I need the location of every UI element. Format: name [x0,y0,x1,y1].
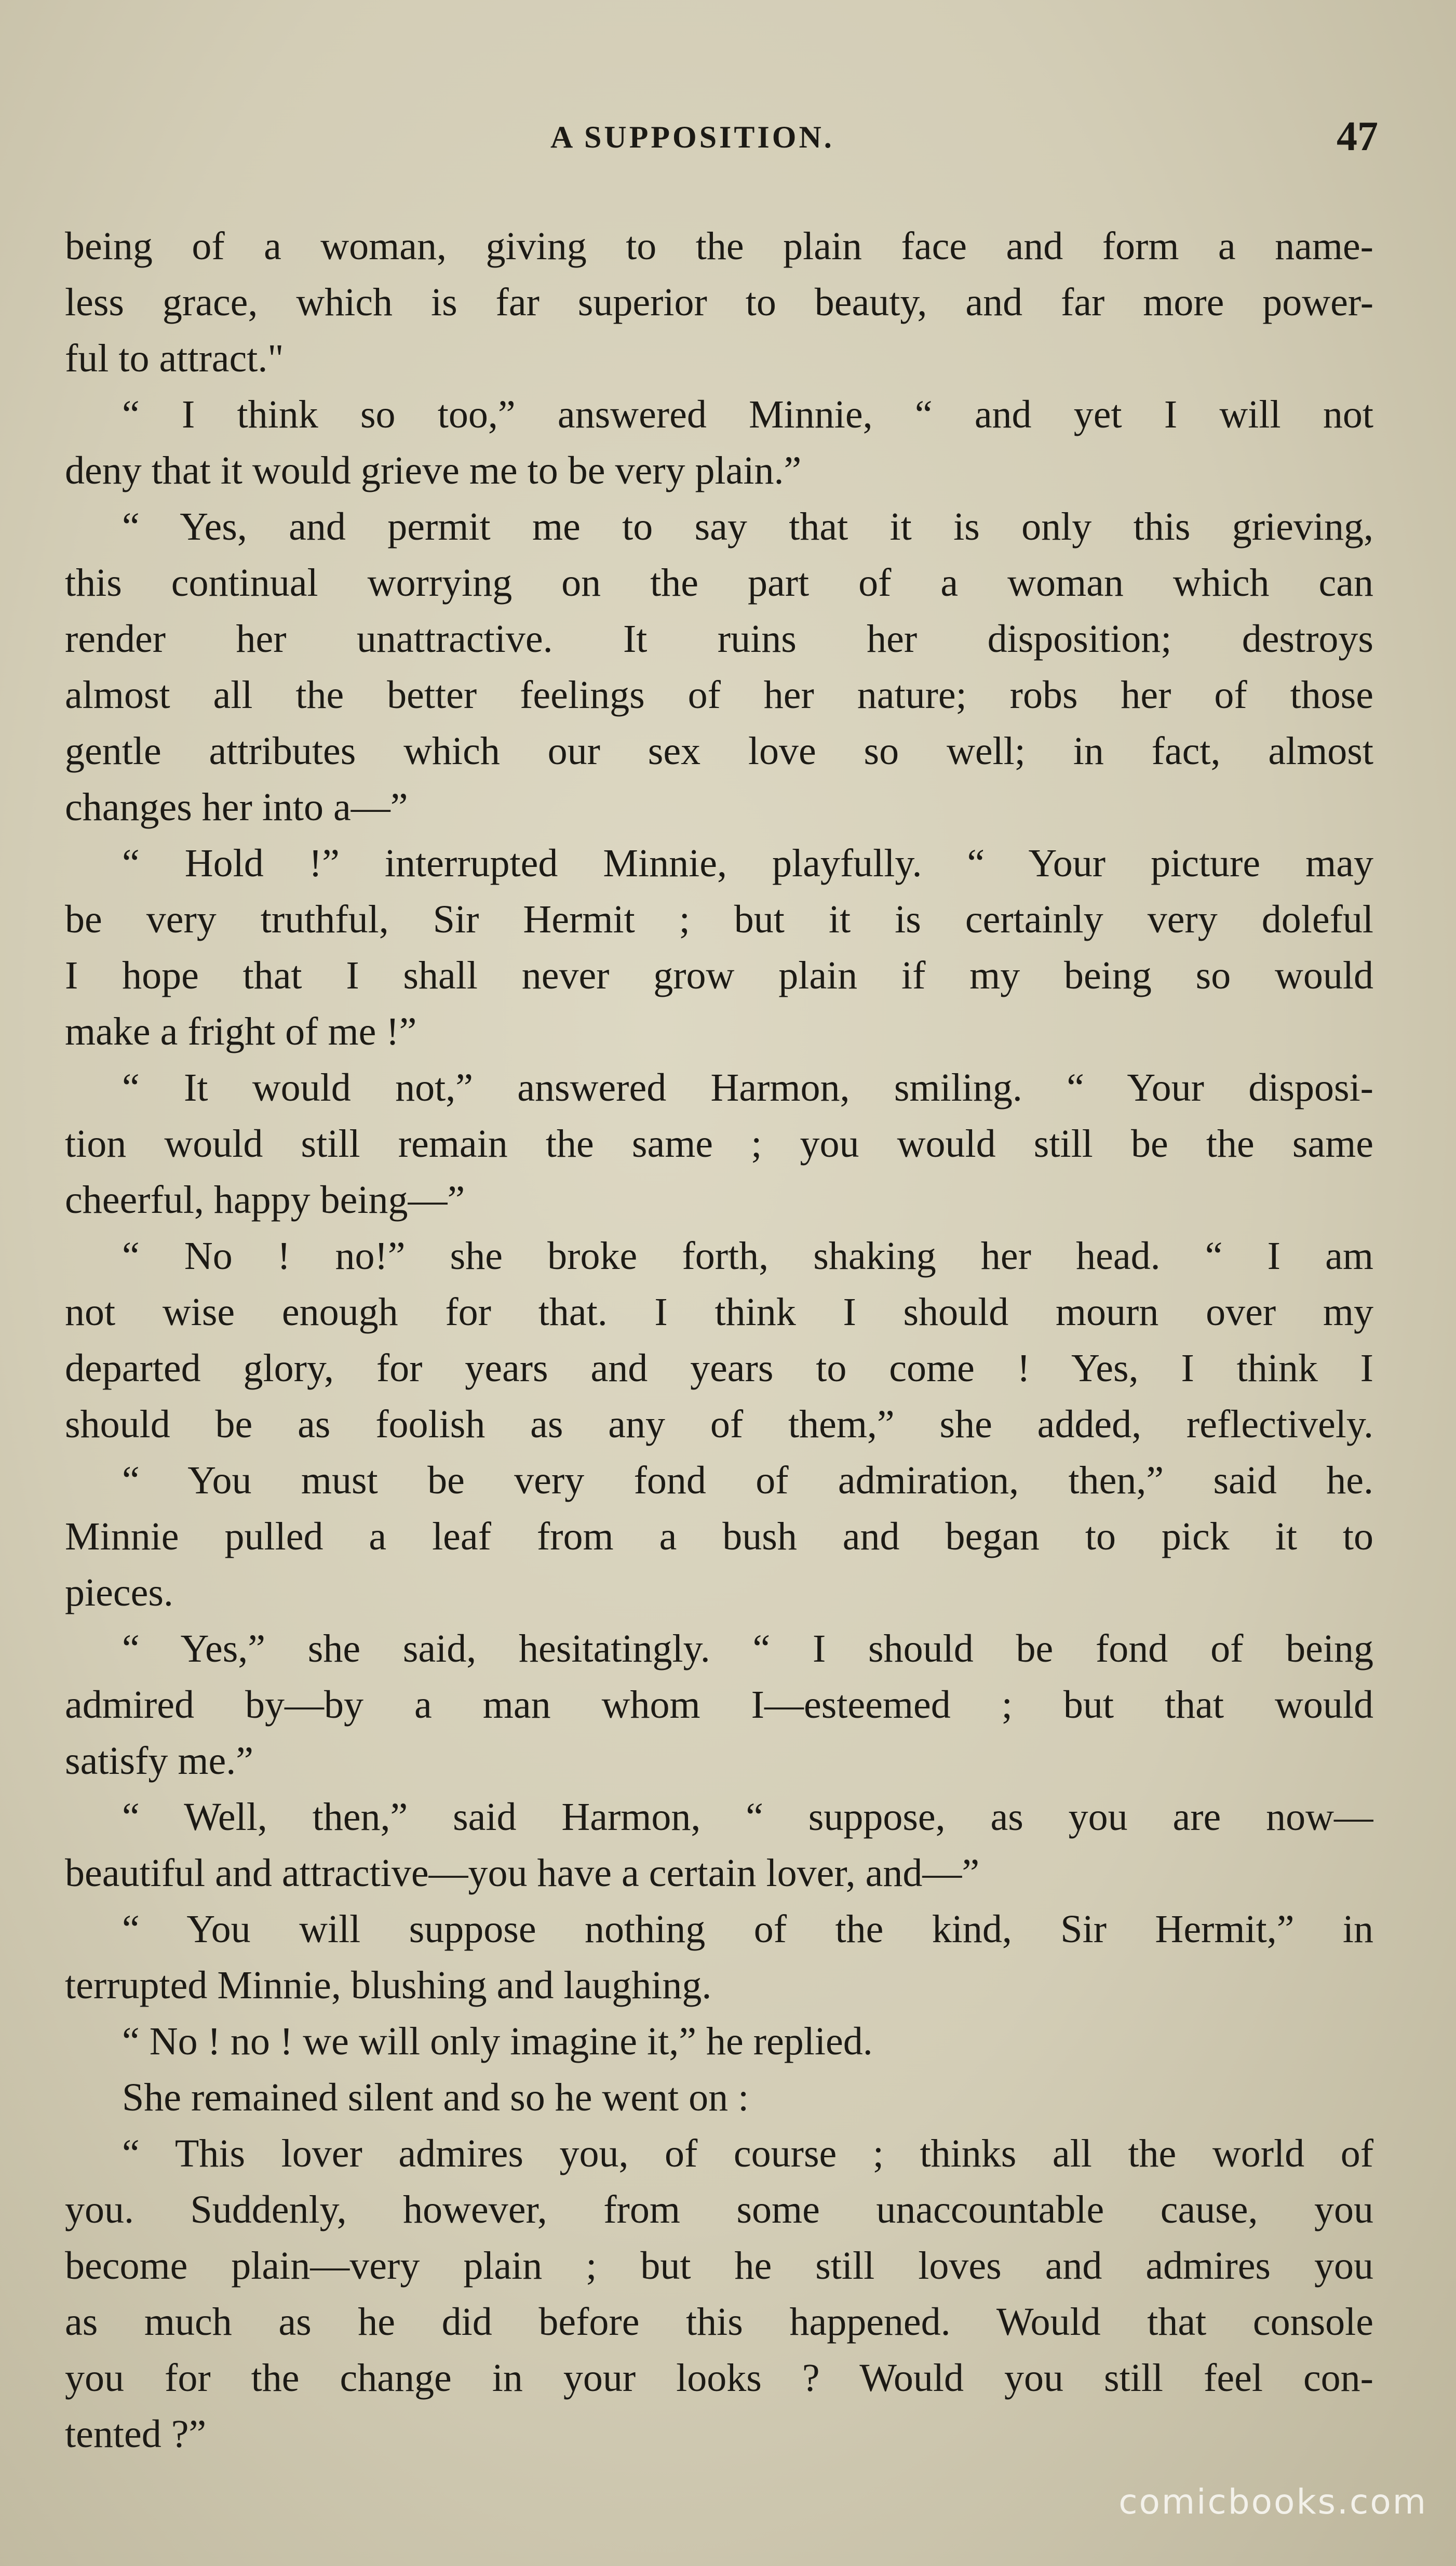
text-line: deny that it would grieve me to be very plain.” [65,449,802,492]
text-line: become plain—very plain ; but he still loves and admires you [65,2244,1373,2288]
text-line: being of a woman, giving to the plain face and form a name- [65,224,1373,268]
text-line: “ It would not,” answered Harmon, smiling. “ Your disposi- [122,1066,1373,1110]
text-line: She remained silent and so he went on : [122,2076,749,2119]
text-line: pieces. [65,1571,173,1614]
text-line: “ Well, then,” said Harmon, “ suppose, as you are now— [122,1795,1373,1839]
text-line: you. Suddenly, however, from some unaccountable cause, you [65,2188,1373,2231]
text-line: beautiful and attractive—you have a certain lover, and—” [65,1851,980,1895]
text-line: “ Yes, and permit me to say that it is only this grieving, [122,505,1373,549]
page-number: 47 [1337,114,1378,159]
watermark: comicbooks.com [1118,2482,1427,2522]
body-text [65,218,1373,2462]
text-line: less grace, which is far superior to beauty, and far more power- [65,280,1373,324]
text-line: “ You will suppose nothing of the kind, Sir Hermit,” in [122,1907,1373,1951]
text-line: departed glory, for years and years to come ! Yes, I think I [65,1346,1373,1390]
text-line: admired by—by a man whom I—esteemed ; but that would [65,1683,1373,1727]
running-title: A SUPPOSITION. [550,120,834,154]
text-line: not wise enough for that. I think I should mourn over my [65,1290,1373,1334]
text-line: “ No ! no ! we will only imagine it,” he replied. [122,2020,873,2063]
text-line: make a fright of me !” [65,1010,417,1053]
text-line: “ You must be very fond of admiration, then,” said he. [122,1459,1373,1502]
text-line: I hope that I shall never grow plain if my being so would [65,954,1373,997]
text-line: “ Hold !” interrupted Minnie, playfully. “ Your picture may [122,841,1373,885]
text-line: be very truthful, Sir Hermit ; but it is certainly very doleful [65,898,1373,941]
text-line: terrupted Minnie, blushing and laughing. [65,1963,712,2007]
text-line: “ Yes,” she said, hesitatingly. “ I should be fond of being [122,1627,1373,1670]
text-line: cheerful, happy being—” [65,1178,465,1222]
text-line: render her unattractive. It ruins her disposition; destroys [65,617,1373,661]
text-line: “ This lover admires you, of course ; thinks all the world of [122,2132,1373,2175]
text-line: gentle attributes which our sex love so well; in fact, almost [65,729,1373,773]
text-line: Minnie pulled a leaf from a bush and began to pick it to [65,1515,1373,1558]
text-line: almost all the better feelings of her nature; robs her of those [65,673,1373,717]
text-line: should be as foolish as any of them,” she added, reflectively. [65,1402,1373,1446]
text-line: tented ?” [65,2412,207,2456]
text-line: “ No ! no!” she broke forth, shaking her head. “ I am [122,1234,1373,1278]
text-line: this continual worrying on the part of a woman which can [65,561,1373,605]
text-line: as much as he did before this happened. Would that console [65,2300,1373,2344]
text-line: “ I think so too,” answered Minnie, “ and yet I will not [122,393,1373,436]
text-line: ful to attract." [65,337,284,380]
text-line: satisfy me.” [65,1739,254,1783]
text-line: changes her into a—” [65,785,408,829]
page-header [0,114,1456,166]
text-line: tion would still remain the same ; you would still be the same [65,1122,1373,1166]
text-line: you for the change in your looks ? Would you still feel con- [65,2356,1373,2400]
